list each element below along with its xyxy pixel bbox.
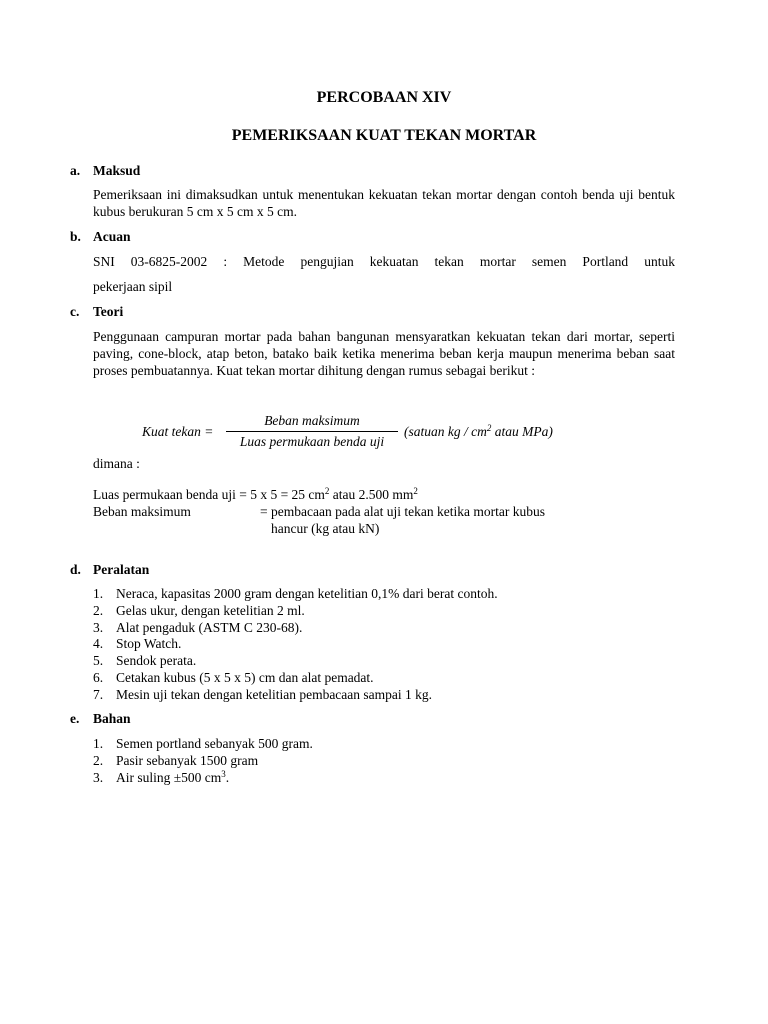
experiment-title: PERCOBAAN XIV (316, 89, 452, 106)
section-letter: e. (70, 711, 80, 726)
acuan-line-2: pekerjaan sipil (93, 279, 173, 294)
item-suffix: . (225, 769, 230, 785)
list-item (93, 635, 498, 652)
peralatan-list (93, 585, 498, 703)
section-letter: a. (70, 163, 81, 178)
formula-fraction (226, 412, 398, 450)
section-label: Acuan (93, 229, 131, 244)
beban-definition-1: = pembacaan pada alat uji tekan ketika mortar kubus (260, 504, 546, 519)
item-number: 7. (93, 686, 104, 702)
section-heading-maksud (70, 162, 140, 179)
bahan-list (93, 735, 313, 785)
item-number: 1. (93, 736, 104, 751)
beban-label: Beban maksimum (93, 504, 191, 519)
unit-suffix: atau MPa) (491, 424, 553, 439)
item-number: 3. (93, 619, 104, 635)
section-heading-teori (70, 303, 123, 320)
list-item (93, 752, 313, 769)
acuan-line-1: SNI 03-6825-2002 : Metode pengujian kekuatan tekan mortar semen Portland untuk (93, 254, 675, 269)
item-number: 6. (93, 669, 104, 685)
list-item (93, 602, 498, 619)
item-text: Stop Watch. (116, 636, 182, 652)
item-text: Sendok perata. (116, 653, 197, 669)
item-text: Air suling ±500 cm (116, 769, 222, 785)
unit-prefix: (satuan kg / cm (404, 424, 487, 439)
dimana-label: dimana : (93, 456, 140, 471)
list-item (93, 652, 498, 669)
list-item (93, 735, 313, 752)
formula-lhs: Kuat tekan = (142, 424, 214, 439)
item-number: 4. (93, 636, 104, 652)
list-item (93, 769, 313, 786)
unit-exponent: 2 (486, 423, 492, 433)
item-text: Alat pengaduk (ASTM C 230-68). (116, 619, 303, 635)
section-label: Teori (93, 304, 124, 319)
section-label: Bahan (93, 711, 131, 726)
formula-numerator: Beban maksimum (264, 413, 360, 428)
formula-denominator: Luas permukaan benda uji (239, 434, 385, 449)
section-letter: d. (70, 562, 81, 577)
fraction-bar (226, 431, 398, 432)
experiment-subtitle: PEMERIKSAAN KUAT TEKAN MORTAR (231, 127, 537, 144)
list-item (93, 619, 498, 636)
maksud-paragraph: Pemeriksaan ini dimaksudkan untuk menentukan kekuatan tekan mortar dengan contoh benda uji bentuk kubus berukuran 5 cm x 5 cm x 5 cm. (93, 187, 675, 219)
item-text: Neraca, kapasitas 2000 gram dengan ketelitian 0,1% dari berat contoh. (116, 586, 498, 601)
formula-unit (404, 423, 553, 440)
item-text: Pasir sebanyak 1500 gram (116, 752, 259, 768)
list-item (93, 585, 498, 602)
luas-definition (93, 486, 418, 503)
item-number: 1. (93, 586, 104, 601)
luas-exponent-1: 2 (324, 486, 330, 496)
item-text: Gelas ukur, dengan ketelitian 2 ml. (116, 602, 305, 618)
luas-exponent-2: 2 (413, 486, 418, 496)
item-number: 2. (93, 602, 104, 618)
list-item (93, 686, 498, 703)
list-item (93, 669, 498, 686)
section-label: Peralatan (93, 562, 150, 577)
teori-paragraph: Penggunaan campuran mortar pada bahan bangunan mensyaratkan kekuatan tekan dari mortar, seperti paving, cone-block, atap beton, batako baik ketika menerima beban kerja maupun menerima beban saat proses pembuatannya. Kuat tekan mortar dihitung dengan rumus sebagai berikut : (93, 329, 675, 378)
item-text: Semen portland sebanyak 500 gram. (116, 736, 313, 751)
luas-mid: atau 2.500 mm (329, 487, 414, 502)
item-text: Cetakan kubus (5 x 5 x 5) cm dan alat pemadat. (116, 669, 374, 685)
beban-definition-2: hancur (kg atau kN) (271, 521, 380, 536)
section-heading-peralatan (70, 561, 149, 578)
section-label: Maksud (93, 163, 141, 178)
item-number: 5. (93, 653, 104, 669)
item-number: 3. (93, 769, 104, 785)
item-text: Mesin uji tekan dengan ketelitian pembacaan sampai 1 kg. (116, 686, 433, 702)
luas-text: Luas permukaan benda uji = 5 x 5 = 25 cm (93, 487, 325, 502)
item-number: 2. (93, 752, 104, 768)
section-heading-acuan (70, 228, 131, 245)
item-exponent: 3 (221, 768, 226, 779)
section-letter: c. (70, 304, 80, 319)
section-heading-bahan (70, 710, 131, 727)
section-letter: b. (70, 229, 81, 244)
